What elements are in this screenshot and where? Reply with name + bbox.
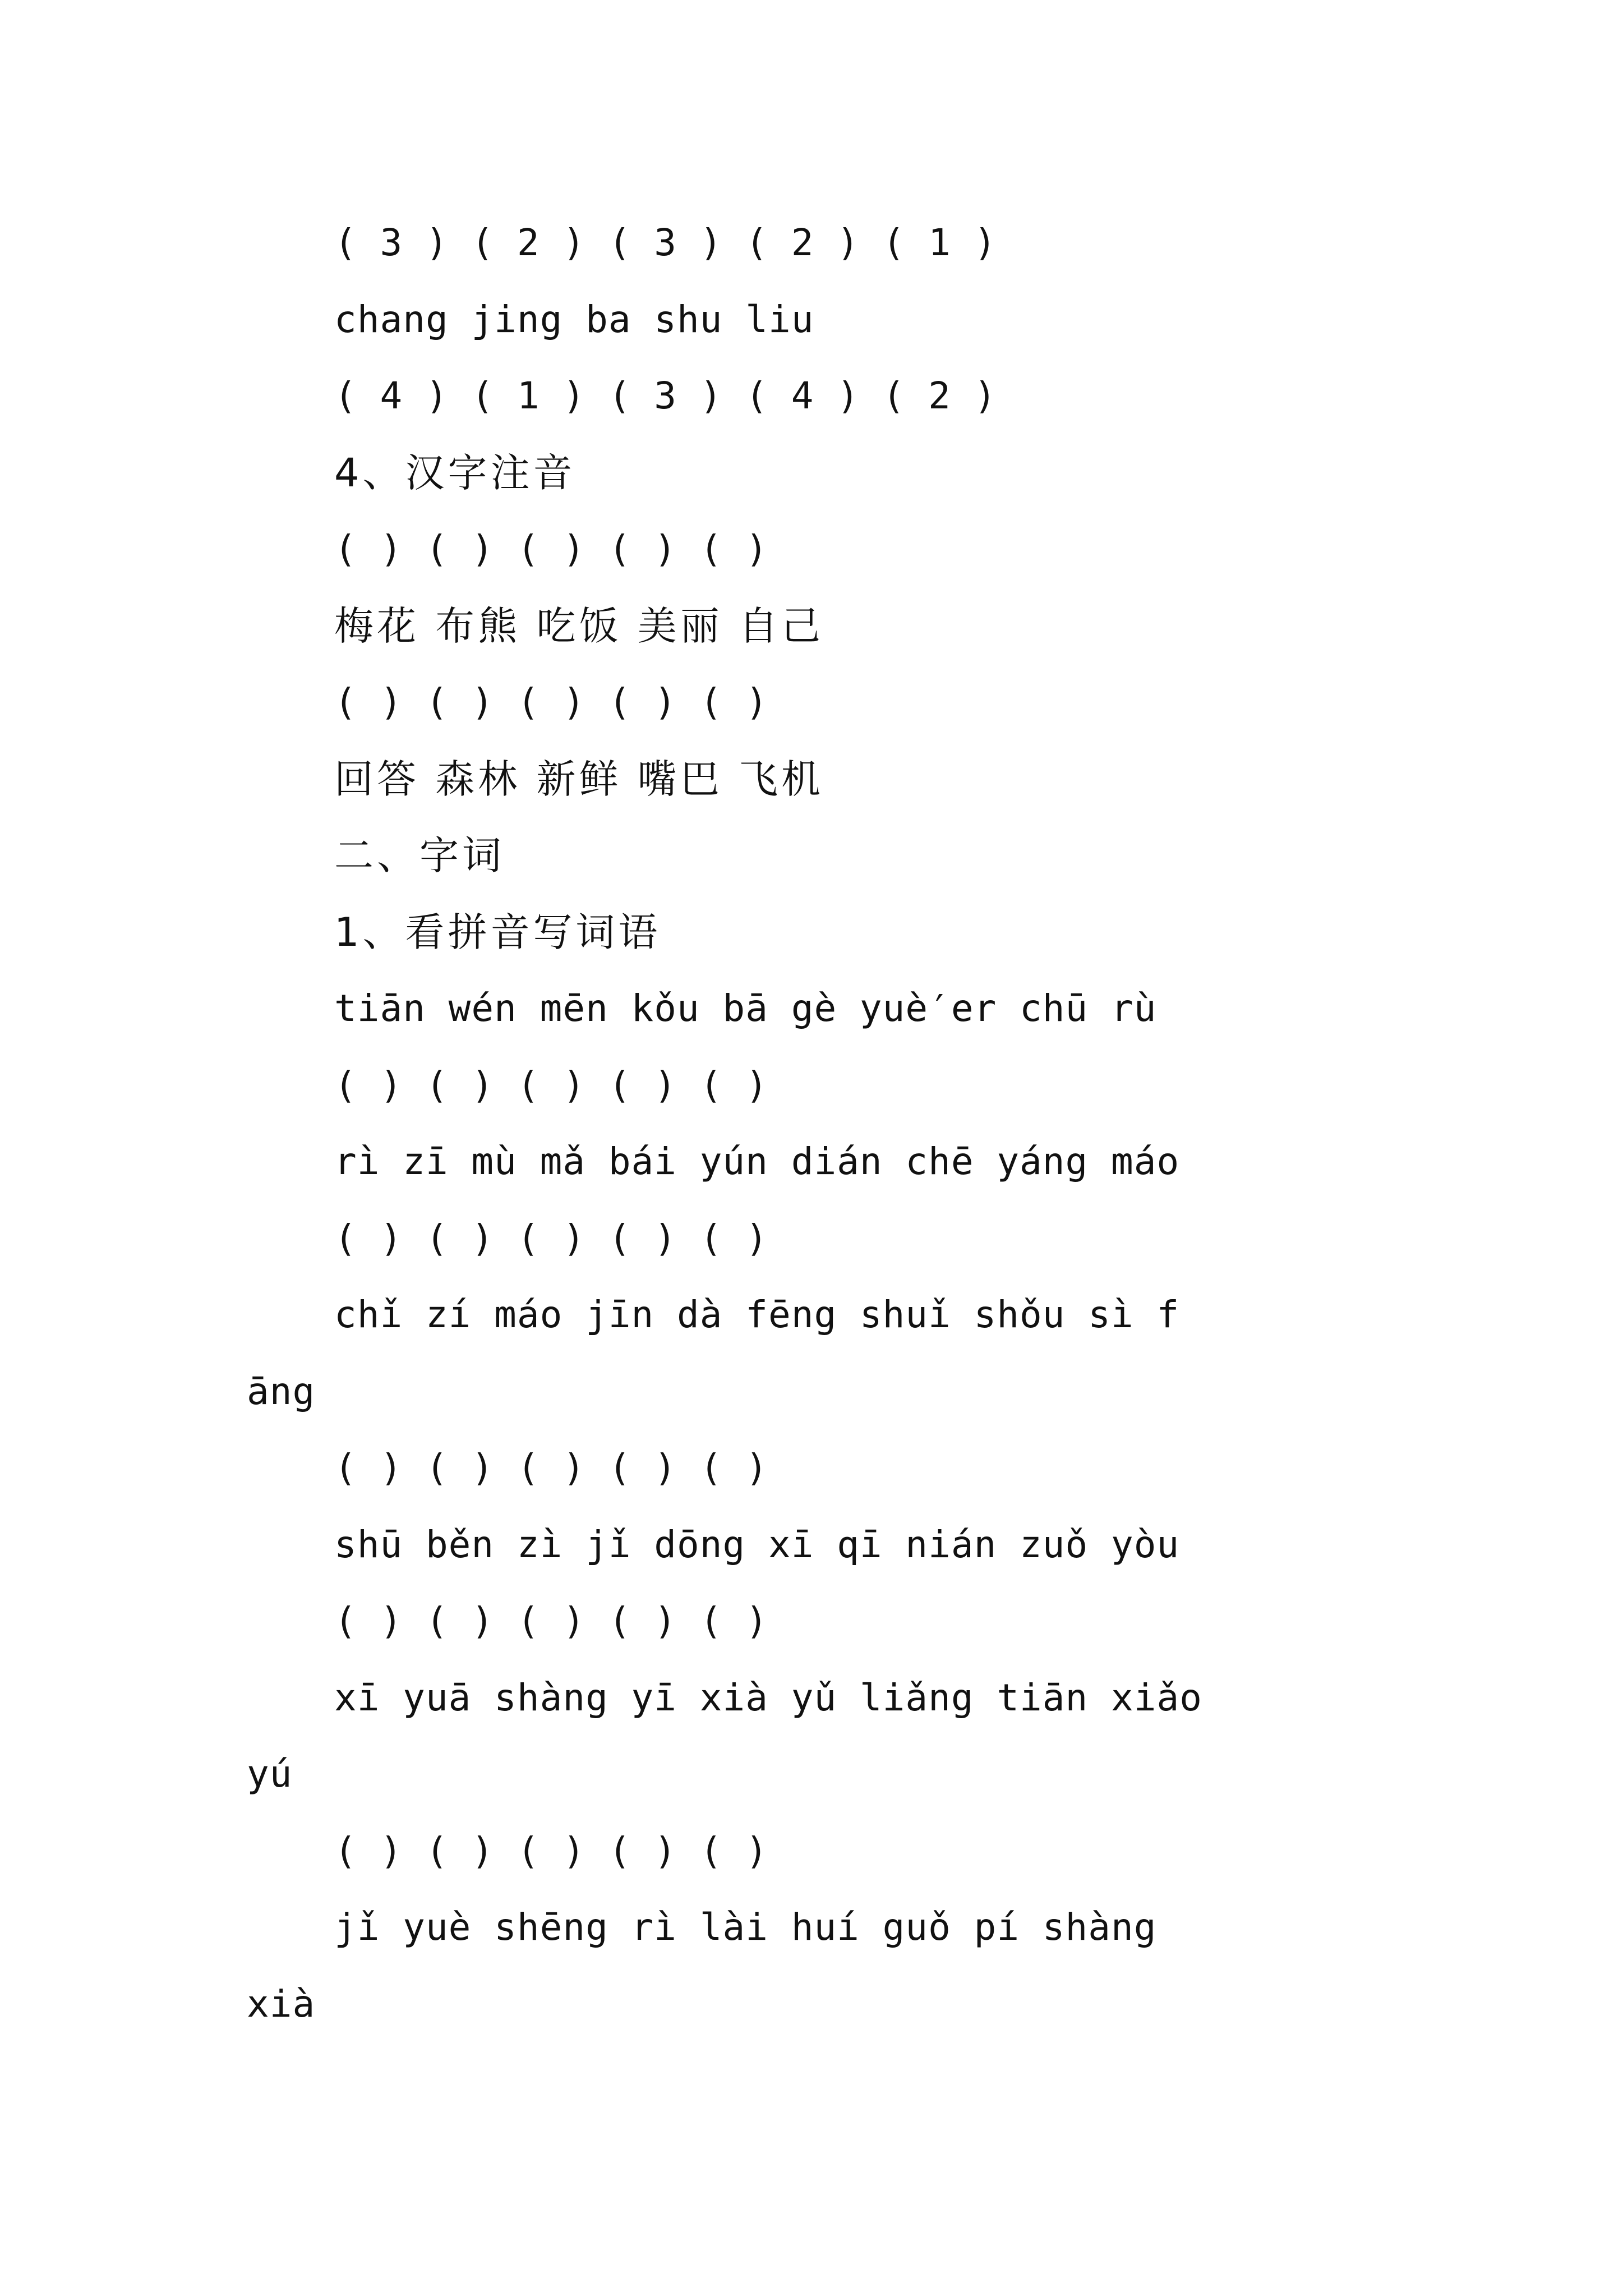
- blank-brackets-row: ( ) ( ) ( ) ( ) ( ): [334, 1446, 768, 1489]
- blank-brackets-row: ( ) ( ) ( ) ( ) ( ): [334, 680, 768, 724]
- pinyin-row-1: chang jing ba shu liu: [334, 298, 814, 341]
- pinyin-words-row-1: tiān wén mēn kǒu bā gè yuè′er chū rù: [334, 987, 1157, 1030]
- blank-brackets-row: ( ) ( ) ( ) ( ) ( ): [334, 527, 768, 570]
- pinyin-words-row-3: chǐ zí máo jīn dà fēng shuǐ shǒu sì f: [334, 1293, 1180, 1336]
- answer-numbers-row-2: ( 4 ) ( 1 ) ( 3 ) ( 4 ) ( 2 ): [334, 374, 997, 417]
- pinyin-words-row-3-continued: āng: [247, 1370, 316, 1413]
- pinyin-words-row-4: shū běn zì jǐ dōng xī qī nián zuǒ yòu: [334, 1523, 1180, 1566]
- blank-brackets-row: ( ) ( ) ( ) ( ) ( ): [334, 1064, 768, 1107]
- pinyin-words-row-5: xī yuā shàng yī xià yǔ liǎng tiān xiǎo: [334, 1676, 1202, 1719]
- section-heading-zici: 二、字词: [334, 832, 505, 878]
- blank-brackets-row: ( ) ( ) ( ) ( ) ( ): [334, 1829, 768, 1872]
- hanzi-words-row-1: 梅花 布熊 吃饭 美丽 自己: [334, 603, 824, 649]
- subsection-heading-kan-pinyin: 1、看拼音写词语: [334, 909, 661, 955]
- pinyin-words-row-5-continued: yú: [247, 1752, 293, 1796]
- blank-brackets-row: ( ) ( ) ( ) ( ) ( ): [334, 1599, 768, 1642]
- blank-brackets-row: ( ) ( ) ( ) ( ) ( ): [334, 1217, 768, 1260]
- section-heading-hanzi-zhuyin: 4、汉字注音: [334, 450, 576, 496]
- pinyin-words-row-6: jǐ yuè shēng rì lài huí guǒ pí shàng: [334, 1906, 1157, 1949]
- pinyin-words-row-6-continued: xià: [247, 1982, 316, 2026]
- answer-numbers-row-1: ( 3 ) ( 2 ) ( 3 ) ( 2 ) ( 1 ): [334, 221, 997, 264]
- hanzi-words-row-2: 回答 森林 新鲜 嘴巴 飞机: [334, 756, 824, 802]
- pinyin-words-row-2: rì zī mù mǎ bái yún dián chē yáng máo: [334, 1140, 1180, 1183]
